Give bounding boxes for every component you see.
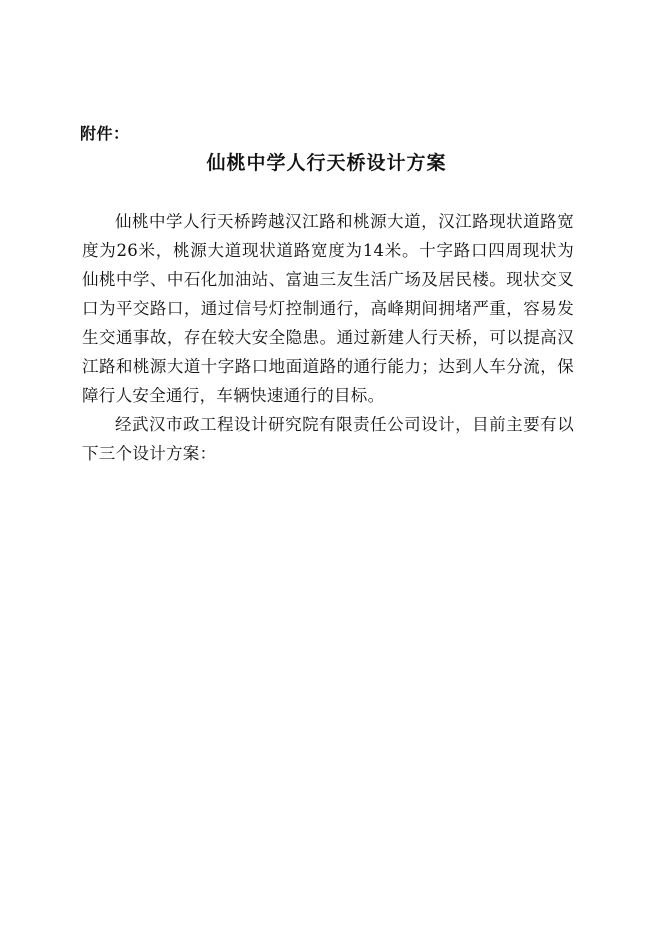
document-title: 仙桃中学人行天桥设计方案 [206,152,447,174]
body-paragraph-2: 经武汉市政工程设计研究院有限责任公司设计，目前主要有以下三个设计方案： [82,415,574,463]
attachment-label: 附件： [80,124,130,143]
document-body [82,207,574,468]
body-paragraph-1: 仙桃中学人行天桥跨越汉江路和桃源大道，汉江路现状道路宽度为26米，桃源大道现状道路宽度为14米。十字路口四周现状为仙桃中学、中石化加油站、富迪三友生活广场及居民楼。现状交叉口为平交路口，通过信号灯控制通行，高峰期间拥堵严重，容易发生交通事故，存在较大安全隐患。通过新建人行天桥，可以提高汉江路和桃源大道十字路口地面道路的通行能力；达到人车分流，保障行人安全通行，车辆快速通行的目标。 [82,212,574,405]
